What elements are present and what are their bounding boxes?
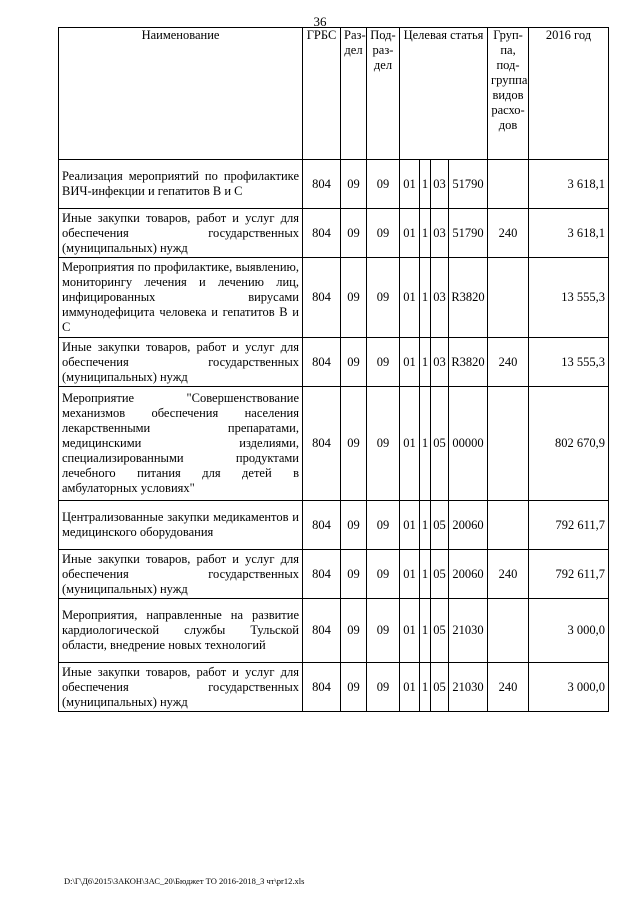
- row-target-code: 51790: [449, 209, 488, 258]
- row-name: Мероприятие "Совершенствование механизмов обеспечения населения лекарственными препаратами, медицинскими изделиями, специализированными продуктами лечебного питания для детей в амбулаторных условиях": [59, 387, 303, 501]
- row-vr: [488, 387, 529, 501]
- row-target-program: 01: [400, 209, 420, 258]
- row-target-program: 01: [400, 599, 420, 663]
- table-row: [59, 599, 609, 663]
- row-target-subprogram: 1: [420, 387, 431, 501]
- row-target-subprogram: 1: [420, 501, 431, 550]
- row-target-measure: 05: [431, 387, 449, 501]
- row-grbs: 804: [303, 338, 341, 387]
- row-grbs: 804: [303, 663, 341, 712]
- row-target-program: 01: [400, 160, 420, 209]
- row-target-subprogram: 1: [420, 209, 431, 258]
- row-razdel: 09: [341, 501, 367, 550]
- row-grbs: 804: [303, 387, 341, 501]
- row-razdel: 09: [341, 663, 367, 712]
- row-name: Мероприятия, направленные на развитие кардиологической службы Тульской области, внедрение новых технологий: [59, 599, 303, 663]
- row-grbs: 804: [303, 550, 341, 599]
- row-target-program: 01: [400, 338, 420, 387]
- row-razdel: 09: [341, 338, 367, 387]
- table-row: [59, 387, 609, 501]
- table-header-row: [59, 28, 609, 160]
- row-podrazdel: 09: [367, 550, 400, 599]
- row-target-code: 51790: [449, 160, 488, 209]
- row-target-measure: 05: [431, 663, 449, 712]
- row-podrazdel: 09: [367, 338, 400, 387]
- row-grbs: 804: [303, 258, 341, 338]
- row-razdel: 09: [341, 550, 367, 599]
- row-grbs: 804: [303, 501, 341, 550]
- row-podrazdel: 09: [367, 501, 400, 550]
- row-name: Реализация мероприятий по профилактике ВИЧ-инфекции и гепатитов В и С: [59, 160, 303, 209]
- header-year: 2016 год: [529, 28, 609, 160]
- row-target-subprogram: 1: [420, 258, 431, 338]
- row-podrazdel: 09: [367, 663, 400, 712]
- table-row: [59, 550, 609, 599]
- row-sum: 13 555,3: [529, 338, 609, 387]
- row-target-code: 20060: [449, 501, 488, 550]
- row-target-subprogram: 1: [420, 338, 431, 387]
- row-target-program: 01: [400, 258, 420, 338]
- row-sum: 3 000,0: [529, 663, 609, 712]
- row-vr: 240: [488, 209, 529, 258]
- row-name: Мероприятия по профилактике, выявлению, мониторингу лечения и лечению лиц, инфицированных вирусами иммунодефицита человека и гепатитов В и С: [59, 258, 303, 338]
- row-vr: [488, 599, 529, 663]
- header-razdel: Раз-дел: [341, 28, 367, 160]
- row-vr: [488, 258, 529, 338]
- row-target-measure: 03: [431, 209, 449, 258]
- row-target-program: 01: [400, 663, 420, 712]
- table-row: [59, 663, 609, 712]
- row-vr: [488, 501, 529, 550]
- row-name: Иные закупки товаров, работ и услуг для обеспечения государственных (муниципальных) нужд: [59, 550, 303, 599]
- row-name: Иные закупки товаров, работ и услуг для обеспечения государственных (муниципальных) нужд: [59, 663, 303, 712]
- row-target-program: 01: [400, 501, 420, 550]
- header-grbs: ГРБС: [303, 28, 341, 160]
- row-target-program: 01: [400, 550, 420, 599]
- table-row: [59, 258, 609, 338]
- header-podrazdel: Под-раз-дел: [367, 28, 400, 160]
- row-target-measure: 05: [431, 550, 449, 599]
- row-target-code: 21030: [449, 599, 488, 663]
- row-name: Централизованные закупки медикаментов и медицинского оборудования: [59, 501, 303, 550]
- row-sum: 13 555,3: [529, 258, 609, 338]
- header-celevaya: Целевая статья: [400, 28, 488, 160]
- file-path-footer: D:\Г\Д6\2015\ЗАКОН\ЗАС_20\Бюджет ТО 2016-2018_3 чт\pr12.xls: [64, 876, 305, 886]
- row-sum: 802 670,9: [529, 387, 609, 501]
- header-name: Наименование: [59, 28, 303, 160]
- row-podrazdel: 09: [367, 387, 400, 501]
- row-sum: 3 618,1: [529, 209, 609, 258]
- row-vr: 240: [488, 338, 529, 387]
- row-razdel: 09: [341, 209, 367, 258]
- row-podrazdel: 09: [367, 599, 400, 663]
- row-podrazdel: 09: [367, 209, 400, 258]
- table-row: [59, 160, 609, 209]
- table-row: [59, 501, 609, 550]
- row-grbs: 804: [303, 599, 341, 663]
- row-razdel: 09: [341, 258, 367, 338]
- row-sum: 792 611,7: [529, 550, 609, 599]
- table-row: [59, 338, 609, 387]
- row-target-code: 20060: [449, 550, 488, 599]
- row-razdel: 09: [341, 387, 367, 501]
- row-target-code: R3820: [449, 338, 488, 387]
- row-target-code: 00000: [449, 387, 488, 501]
- header-gruppa: Груп-па, под-группа видов расхо-дов: [488, 28, 529, 160]
- row-target-subprogram: 1: [420, 160, 431, 209]
- page-number: 36: [313, 14, 327, 29]
- row-target-code: 21030: [449, 663, 488, 712]
- row-target-measure: 03: [431, 338, 449, 387]
- row-vr: 240: [488, 663, 529, 712]
- row-sum: 3 000,0: [529, 599, 609, 663]
- row-podrazdel: 09: [367, 258, 400, 338]
- row-target-program: 01: [400, 387, 420, 501]
- row-grbs: 804: [303, 209, 341, 258]
- row-sum: 3 618,1: [529, 160, 609, 209]
- row-vr: 240: [488, 550, 529, 599]
- row-podrazdel: 09: [367, 160, 400, 209]
- row-grbs: 804: [303, 160, 341, 209]
- row-target-measure: 05: [431, 501, 449, 550]
- row-target-code: R3820: [449, 258, 488, 338]
- row-name: Иные закупки товаров, работ и услуг для обеспечения государственных (муниципальных) нужд: [59, 338, 303, 387]
- row-target-measure: 05: [431, 599, 449, 663]
- table-row: [59, 209, 609, 258]
- row-sum: 792 611,7: [529, 501, 609, 550]
- row-vr: [488, 160, 529, 209]
- budget-table: [58, 27, 609, 712]
- row-razdel: 09: [341, 160, 367, 209]
- row-razdel: 09: [341, 599, 367, 663]
- row-target-subprogram: 1: [420, 599, 431, 663]
- row-name: Иные закупки товаров, работ и услуг для обеспечения государственных (муниципальных) нужд: [59, 209, 303, 258]
- row-target-measure: 03: [431, 160, 449, 209]
- row-target-subprogram: 1: [420, 550, 431, 599]
- row-target-subprogram: 1: [420, 663, 431, 712]
- row-target-measure: 03: [431, 258, 449, 338]
